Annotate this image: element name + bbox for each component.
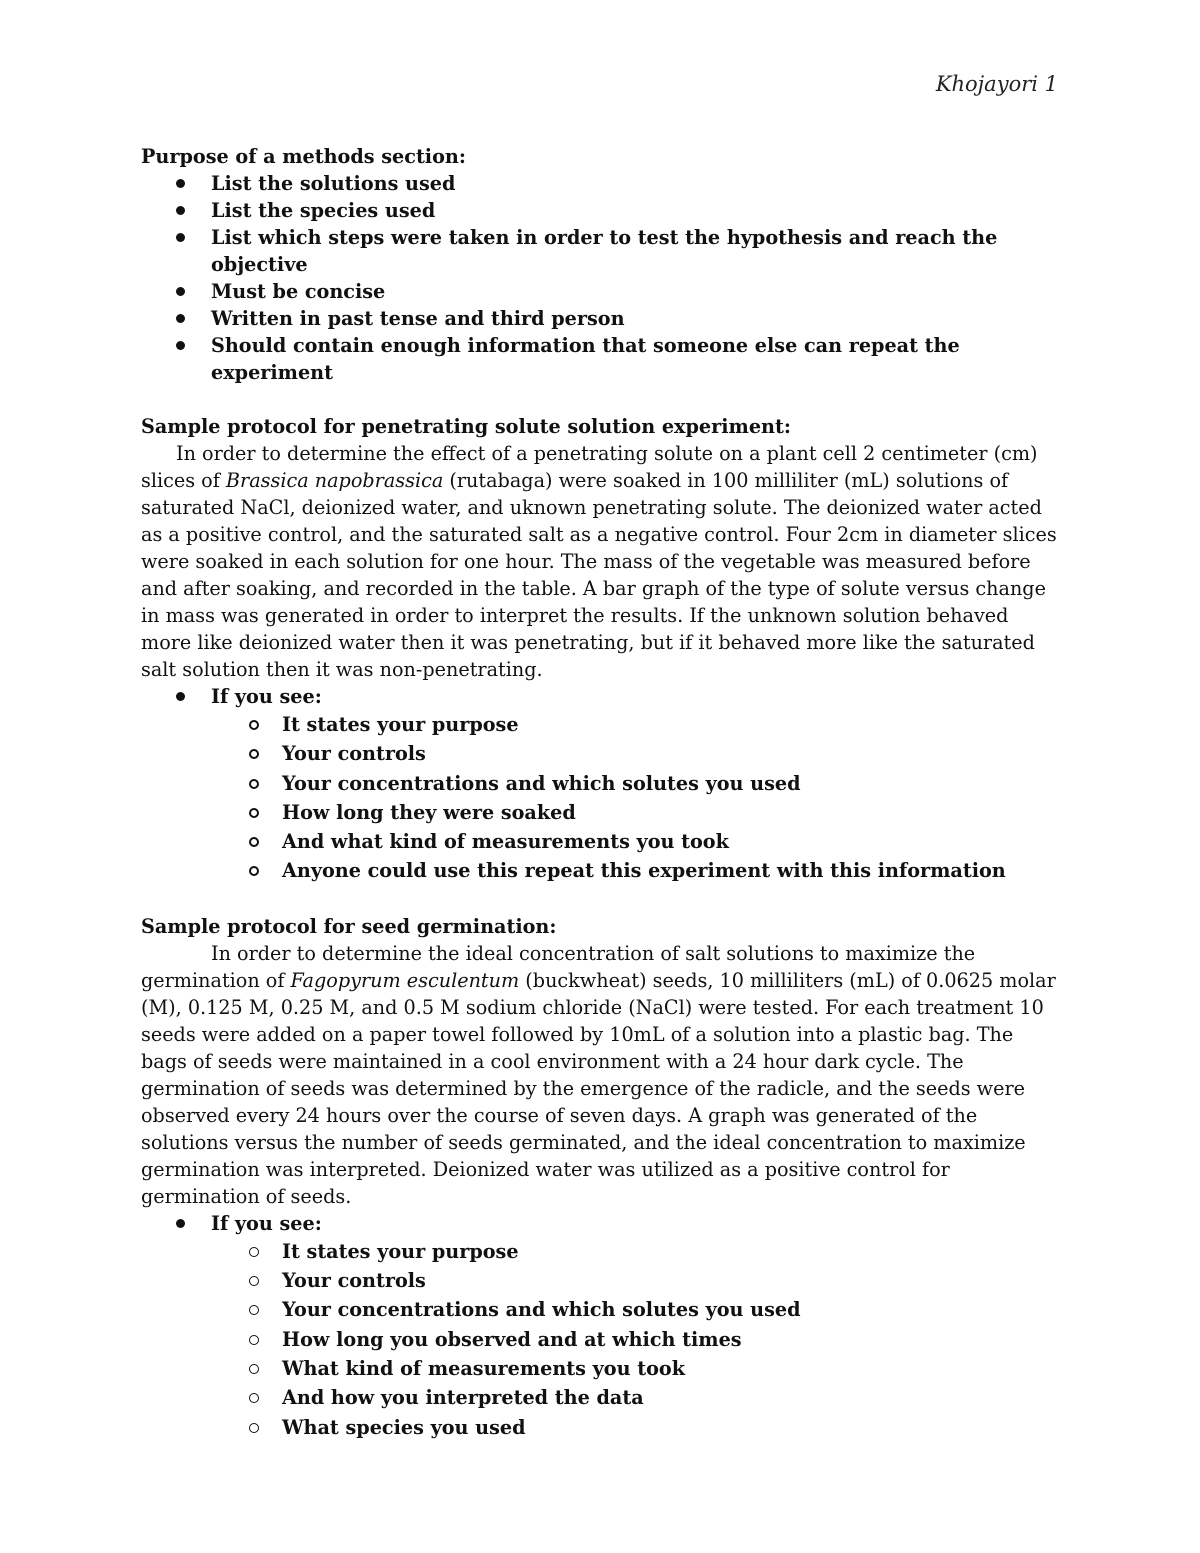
- list-item: What kind of measurements you took: [141, 1354, 1061, 1383]
- paragraph-text: In order to determine the effect of a penetrating solute on a plant cell 2 centimeter (cm) slices of: [141, 442, 1038, 492]
- section-seed-germination: [141, 913, 1061, 1442]
- list-item: It states your purpose: [141, 710, 1061, 739]
- species-name: Brassica napobrassica: [225, 469, 444, 492]
- list-item: Your controls: [141, 1266, 1061, 1295]
- checklist-header-list: [141, 683, 1061, 710]
- paragraph-text: (buckwheat) seeds, 10 milliliters (mL) of 0.0625 molar (M), 0.125 M, 0.25 M, and 0.5 M sodium chloride (NaCl) were tested. For each treatment 10 seeds were added on a paper towel followed by 10mL of a solution into a plastic bag. The bags of seeds were maintained in a cool environment with a 24 hour dark cycle. The germination of seeds was determined by the emergence of the radicle, and the seeds were observed every 24 hours over the course of seven days. A graph was generated of the solutions versus the number of seeds germinated, and the ideal concentration to maximize germination was interpreted. Deionized water was utilized as a positive control for germination of seeds.: [141, 968, 1056, 1208]
- list-item: Your controls: [141, 739, 1061, 768]
- list-item: List which steps were taken in order to test the hypothesis and reach the objective: [141, 224, 1061, 278]
- checklist: [141, 710, 1061, 886]
- purpose-bullet-list: [141, 170, 1061, 386]
- list-item: How long they were soaked: [141, 798, 1061, 827]
- section-heading-purpose: Purpose of a methods section:: [141, 145, 466, 168]
- protocol-paragraph: [141, 940, 1061, 1210]
- section-heading-seed-germination: Sample protocol for seed germination:: [141, 914, 557, 938]
- running-head: Khojayori 1: [935, 72, 1058, 96]
- protocol-paragraph: [141, 440, 1061, 683]
- list-item: Written in past tense and third person: [141, 305, 1061, 332]
- list-item: And what kind of measurements you took: [141, 827, 1061, 856]
- list-item: And how you interpreted the data: [141, 1383, 1061, 1412]
- list-item: Anyone could use this repeat this experiment with this information: [141, 856, 1061, 885]
- spacer: [141, 886, 1061, 913]
- list-item: Should contain enough information that someone else can repeat the experiment: [141, 332, 1061, 386]
- list-item: Your concentrations and which solutes you used: [141, 769, 1061, 798]
- species-name: Fagopyrum esculentum: [290, 968, 520, 992]
- list-item: It states your purpose: [141, 1237, 1061, 1266]
- spacer: [141, 386, 1061, 413]
- checklist: [141, 1237, 1061, 1442]
- paragraph-text: (rutabaga) were soaked in 100 milliliter (mL) solutions of saturated NaCl, deionized water, and uknown penetrating solute. The deionized water acted as a positive control, and the saturated salt as a negative control. Four 2cm in diameter slices were soaked in each solution for one hour. The mass of the vegetable was measured before and after soaking, and recorded in the table. A bar graph of the type of solute versus change in mass was generated in order to interpret the results. If the unknown solution behaved more like deionized water then it was penetrating, but if it behaved more like the saturated salt solution then it was non-penetrating.: [141, 469, 1057, 681]
- checklist-header-list: [141, 1210, 1061, 1237]
- section-purpose: [141, 143, 1061, 386]
- paragraph-text: In order to determine the ideal concentration of salt solutions to maximize the germination of: [141, 941, 976, 992]
- list-item: List the species used: [141, 197, 1061, 224]
- list-item: Your concentrations and which solutes you used: [141, 1295, 1061, 1324]
- section-penetrating-solute: [141, 413, 1061, 886]
- section-heading-penetrating-solute: Sample protocol for penetrating solute solution experiment:: [141, 415, 791, 438]
- list-item: What species you used: [141, 1413, 1061, 1442]
- list-item: List the solutions used: [141, 170, 1061, 197]
- list-item: How long you observed and at which times: [141, 1325, 1061, 1354]
- list-item: Must be concise: [141, 278, 1061, 305]
- checklist-label: If you see:: [141, 683, 1061, 710]
- document-body: [141, 143, 1061, 1442]
- checklist-label: If you see:: [141, 1210, 1061, 1237]
